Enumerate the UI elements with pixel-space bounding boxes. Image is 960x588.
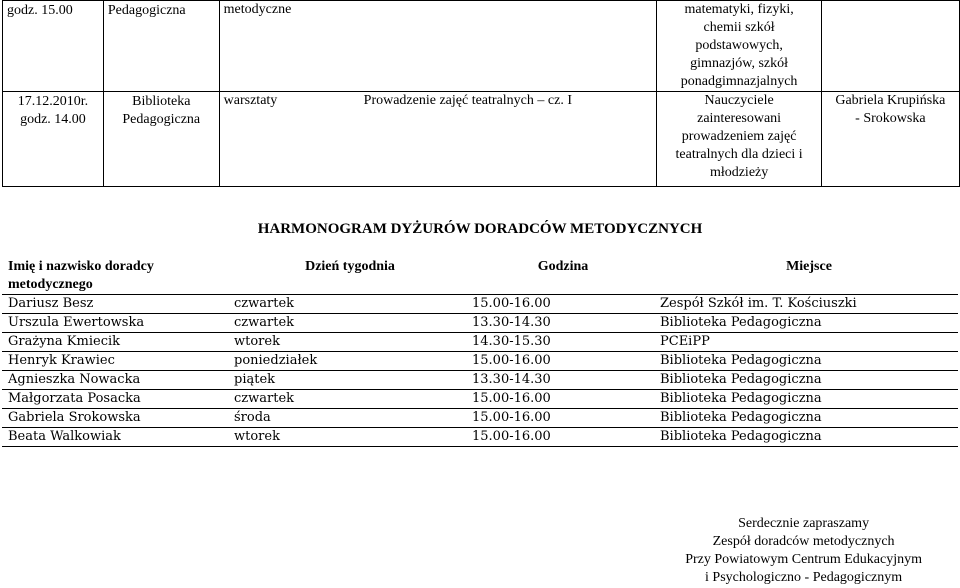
- event-type: warsztaty: [223, 93, 278, 108]
- audience-line: teatralnych dla dzieci i: [675, 147, 803, 162]
- audience-line: gimnazjów, szkół: [690, 56, 789, 71]
- events-table: [2, 0, 960, 187]
- schedule-row: [2, 352, 958, 371]
- schedule-cell-hours: 15.00-16.00: [466, 352, 654, 371]
- signature-line: Serdecznie zapraszamy: [738, 516, 870, 531]
- schedule-cell-name: Grażyna Kmiecik: [2, 333, 228, 352]
- schedule-cell-name: Dariusz Besz: [2, 295, 228, 314]
- schedule-cell-day: poniedziałek: [228, 352, 466, 371]
- event-leader: [821, 92, 959, 187]
- audience-line: prowadzeniem zajęć: [681, 129, 797, 144]
- schedule-cell-hours: 13.30-14.30: [466, 314, 654, 333]
- schedule-cell-name: Urszula Ewertowska: [2, 314, 228, 333]
- event-place: [103, 92, 219, 187]
- leader-line: Gabriela Krupińska: [835, 93, 946, 108]
- schedule-cell-day: wtorek: [228, 428, 466, 447]
- schedule-cell-hours: 15.00-16.00: [466, 428, 654, 447]
- schedule-cell-day: czwartek: [228, 390, 466, 409]
- schedule-header-row: [2, 258, 958, 295]
- event-topic: Prowadzenie zajęć teatralnych – cz. I: [363, 93, 572, 108]
- schedule-cell-place: Biblioteka Pedagogiczna: [654, 371, 958, 390]
- signature-line: i Psychologiczno - Pedagogicznym: [705, 570, 903, 585]
- audience-line: zainteresowani: [697, 111, 782, 126]
- schedule-cell-day: środa: [228, 409, 466, 428]
- schedule-row: [2, 333, 958, 352]
- schedule-table: [2, 258, 958, 447]
- event-date: [3, 1, 104, 92]
- schedule-cell-hours: 15.00-16.00: [466, 390, 654, 409]
- signature-line: Przy Powiatowym Centrum Edukacyjnym: [685, 552, 922, 567]
- schedule-cell-name: Henryk Krawiec: [2, 352, 228, 371]
- schedule-cell-hours: 15.00-16.00: [466, 295, 654, 314]
- audience-line: Nauczyciele: [704, 93, 774, 108]
- schedule-cell-place: Biblioteka Pedagogiczna: [654, 409, 958, 428]
- audience-line: podstawowych,: [695, 38, 783, 53]
- schedule-cell-name: Agnieszka Nowacka: [2, 371, 228, 390]
- event-type: metodyczne: [223, 2, 292, 17]
- schedule-cell-place: Biblioteka Pedagogiczna: [654, 428, 958, 447]
- event-time-text: godz. 14.00: [20, 112, 86, 127]
- schedule-cell-day: czwartek: [228, 295, 466, 314]
- schedule-cell-place: Zespół Szkół im. T. Kościuszki: [654, 295, 958, 314]
- event-date-text: godz. 15.00: [7, 3, 73, 18]
- event-place: [103, 1, 219, 92]
- event-leader: [821, 1, 959, 92]
- schedule-cell-hours: 15.00-16.00: [466, 409, 654, 428]
- schedule-cell-place: Biblioteka Pedagogiczna: [654, 352, 958, 371]
- audience-line: matematyki, fizyki,: [684, 2, 794, 17]
- schedule-cell-hours: 14.30-15.30: [466, 333, 654, 352]
- schedule-cell-name: Beata Walkowiak: [2, 428, 228, 447]
- event-place-text: Biblioteka: [132, 94, 191, 109]
- header-place: Miejsce: [786, 259, 832, 274]
- event-audience: [657, 92, 821, 187]
- signature: [685, 515, 922, 587]
- schedule-cell-day: wtorek: [228, 333, 466, 352]
- audience-line: chemii szkół: [703, 20, 775, 35]
- schedule-row: [2, 428, 958, 447]
- schedule-cell-place: Biblioteka Pedagogiczna: [654, 390, 958, 409]
- schedule-cell-name: Gabriela Srokowska: [2, 409, 228, 428]
- event-place-text: Pedagogiczna: [122, 112, 201, 127]
- schedule-cell-day: piątek: [228, 371, 466, 390]
- event-type-topic: [219, 92, 657, 187]
- header-name: Imię i nazwisko doradcy metodycznego: [8, 259, 154, 292]
- signature-line: Zespół doradców metodycznych: [712, 534, 895, 549]
- event-date: [3, 92, 104, 187]
- header-day: Dzień tygodnia: [305, 259, 395, 274]
- event-type-topic: [219, 1, 657, 92]
- schedule-cell-place: Biblioteka Pedagogiczna: [654, 314, 958, 333]
- schedule-row: [2, 371, 958, 390]
- schedule-cell-hours: 13.30-14.30: [466, 371, 654, 390]
- event-audience: [657, 1, 821, 92]
- schedule-cell-place: PCEiPP: [654, 333, 958, 352]
- leader-line: - Srokowska: [855, 111, 926, 126]
- event-row: [3, 1, 960, 92]
- schedule-row: [2, 295, 958, 314]
- header-hours: Godzina: [537, 259, 589, 274]
- event-date-text: 17.12.2010r.: [17, 94, 89, 109]
- schedule-row: [2, 314, 958, 333]
- audience-line: ponadgimnazjalnych: [680, 74, 798, 89]
- event-row: [3, 92, 960, 187]
- schedule-cell-name: Małgorzata Posacka: [2, 390, 228, 409]
- schedule-row: [2, 409, 958, 428]
- audience-line: młodzieży: [709, 165, 769, 180]
- schedule-cell-day: czwartek: [228, 314, 466, 333]
- schedule-title: HARMONOGRAM DYŻURÓW DORADCÓW METODYCZNYCH: [257, 221, 703, 237]
- schedule-row: [2, 390, 958, 409]
- event-place-text: Pedagogiczna: [107, 3, 186, 18]
